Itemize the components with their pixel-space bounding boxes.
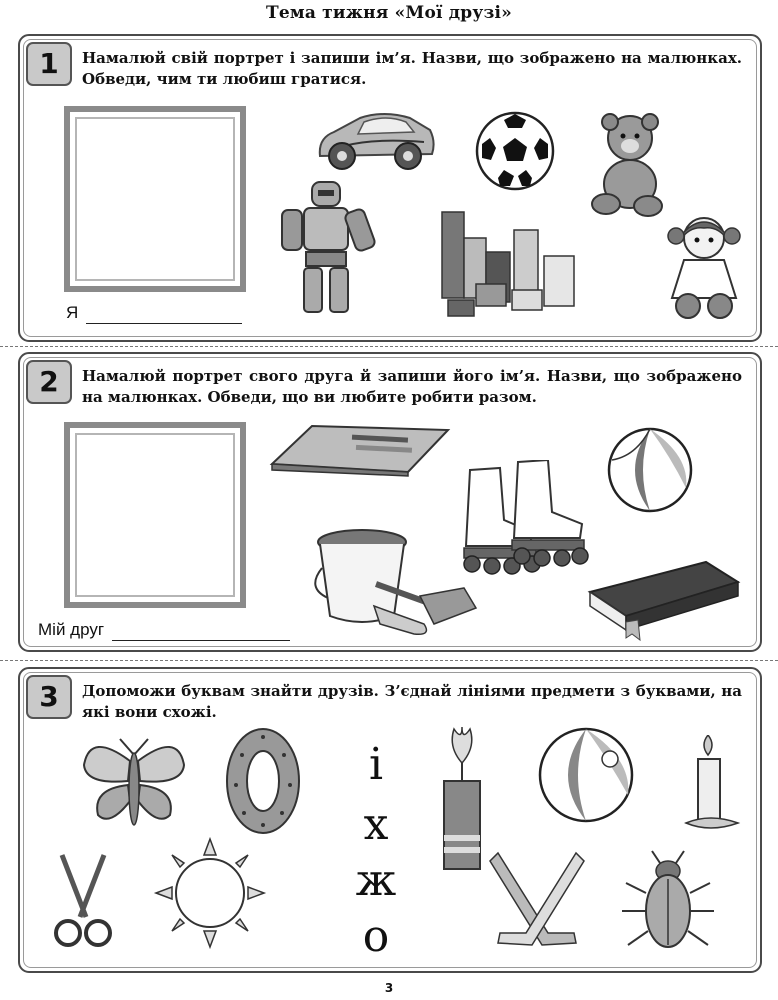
toy-car-icon[interactable]: [314, 108, 438, 172]
robot-icon[interactable]: [276, 180, 380, 320]
name-label: Я: [66, 303, 79, 322]
letter-o[interactable]: о: [362, 911, 390, 962]
beach-ball-icon[interactable]: [606, 426, 694, 514]
hockey-sticks-icon[interactable]: [478, 849, 596, 953]
section-divider: [0, 346, 778, 347]
drawing-album-icon[interactable]: [268, 422, 452, 478]
scissors-icon[interactable]: [48, 851, 118, 951]
task-1-panel: [18, 34, 762, 342]
portrait-frame[interactable]: [64, 422, 246, 608]
task-1-instruction: Намалюй свій портрет і запиши ім’я. Назви, що зображено на малюнках. Обведи, чим ти любиш гратися.: [82, 49, 742, 88]
bagel-icon[interactable]: [222, 725, 304, 837]
beach-ball-icon[interactable]: [536, 725, 636, 825]
friend-name-label: Мій друг: [38, 620, 105, 639]
building-blocks-icon[interactable]: [438, 208, 582, 320]
friend-name-caption: [38, 620, 290, 641]
candle-icon[interactable]: [682, 735, 742, 835]
butterfly-icon[interactable]: [80, 735, 188, 835]
task-number-badge: 3: [26, 675, 72, 719]
name-caption: [66, 303, 242, 324]
name-write-line[interactable]: [86, 303, 242, 324]
page-number: 3: [384, 981, 394, 995]
doll-icon[interactable]: [658, 214, 750, 322]
task-3-panel: [18, 667, 762, 973]
friend-name-write-line[interactable]: [112, 620, 290, 641]
beetle-icon[interactable]: [618, 849, 718, 953]
task-number-badge: 2: [26, 360, 72, 404]
sand-bucket-icon[interactable]: [314, 528, 484, 638]
soccer-ball-icon[interactable]: [474, 110, 556, 192]
task-3-instruction: Допоможи буквам знайти друзів. З’єднай лініями предмети з буквами, на які вони схожі.: [82, 682, 742, 721]
task-2-panel: [18, 352, 762, 652]
task-number-badge: 1: [26, 42, 72, 86]
letter-zh[interactable]: ж: [355, 855, 397, 906]
portrait-frame[interactable]: [64, 106, 246, 292]
book-icon[interactable]: [586, 558, 742, 642]
sun-icon[interactable]: [150, 833, 270, 953]
section-divider: [0, 660, 778, 661]
page-title: Тема тижня «Мої друзі»: [266, 3, 512, 23]
letter-i[interactable]: і: [368, 739, 384, 790]
letter-kh[interactable]: х: [363, 799, 389, 850]
teddy-bear-icon[interactable]: [586, 112, 670, 218]
task-2-instruction: Намалюй портрет свого друга й запиши його ім’я. Назви, що зображено на малюнках. Обведи, що ви любите робити разом.: [82, 367, 742, 406]
